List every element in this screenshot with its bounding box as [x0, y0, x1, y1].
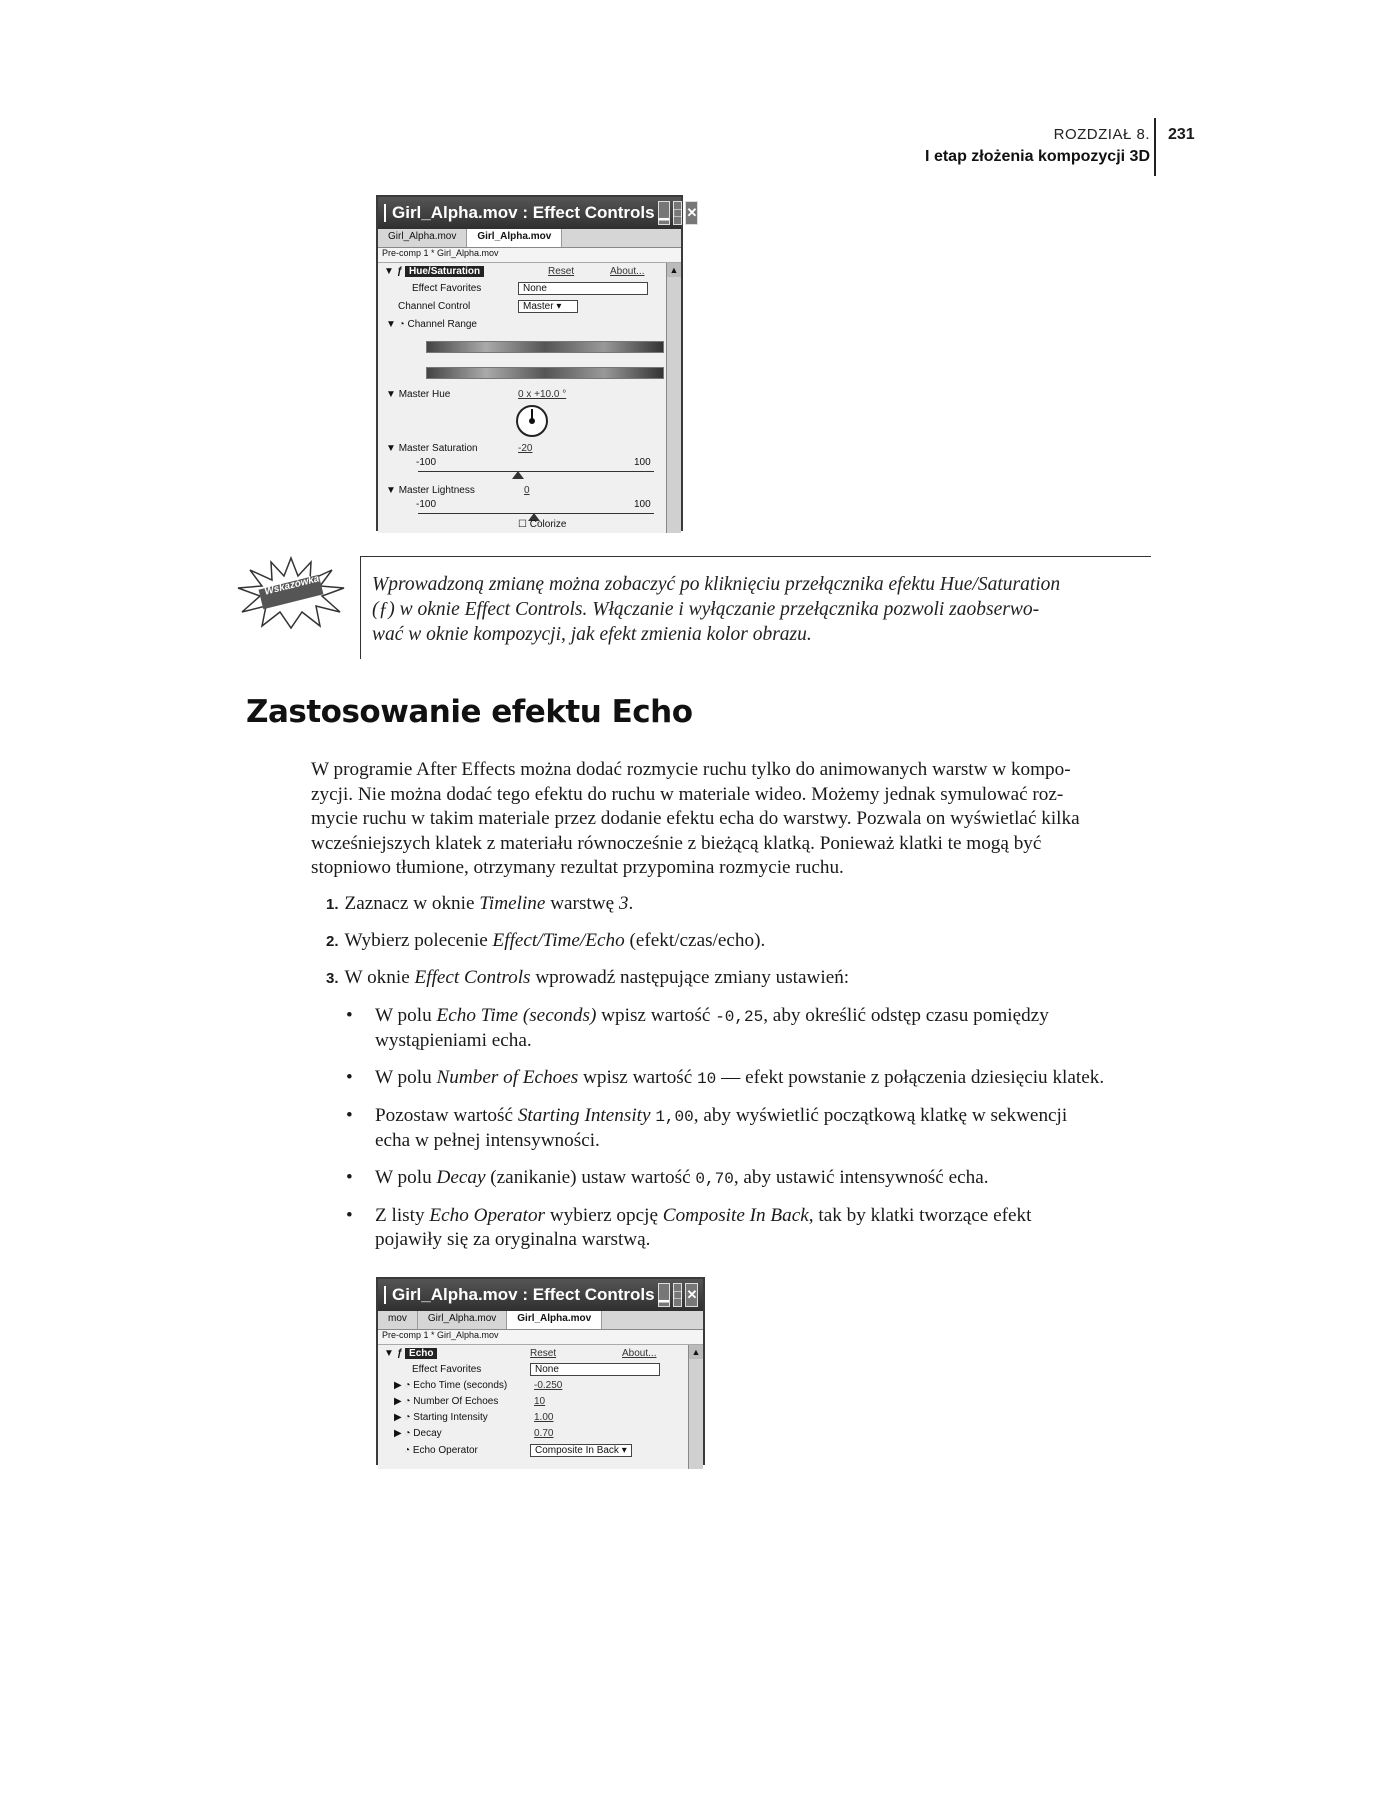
- step-2: 2. Wybierz polecenie Effect/Time/Echo (efekt/czas/echo).: [326, 930, 766, 951]
- echo-operator-dropdown[interactable]: Composite In Back ▾: [530, 1444, 632, 1457]
- close-icon[interactable]: ✕: [685, 1283, 698, 1307]
- intro-paragraph: [311, 758, 1156, 881]
- collapse-triangle-icon[interactable]: ▼: [384, 266, 394, 277]
- tip-badge-label: Wskazówka: [263, 573, 321, 598]
- tab-layer-3[interactable]: Girl_Alpha.mov: [507, 1311, 602, 1329]
- saturation-max: 100: [634, 457, 651, 468]
- param-value-number-of-echoes[interactable]: 10: [534, 1396, 546, 1407]
- reset-link[interactable]: Reset: [530, 1348, 557, 1359]
- intro-line: W programie After Effects można dodać rozmycie ruchu tylko do animowanych warstw w kompo-: [311, 759, 1071, 780]
- effect-favorites-value: None: [535, 1364, 559, 1375]
- hue-dial[interactable]: [516, 405, 548, 437]
- intro-line: mycie ruchu w takim materiale przez dodanie efektu echa do warstwy. Pozwala on wyświetlać kilka: [311, 808, 1080, 829]
- page-number: 231: [1168, 126, 1195, 143]
- maximize-icon[interactable]: □: [673, 1283, 683, 1307]
- section-heading: Zastosowanie efektu Echo: [246, 694, 693, 730]
- param-value-echo-time[interactable]: -0.250: [534, 1380, 563, 1391]
- tip-line-3: wać w oknie kompozycji, jak efekt zmienia kolor obrazu.: [372, 624, 812, 645]
- running-header-chapter: ROZDZIAŁ 8.: [1053, 126, 1150, 143]
- param-value-decay[interactable]: 0.70: [534, 1428, 554, 1439]
- master-lightness-label: Master Lightness: [398, 485, 475, 496]
- param-label-starting-intensity: Starting Intensity: [413, 1412, 488, 1423]
- tip-text: [372, 572, 1147, 647]
- saturation-slider-handle[interactable]: [512, 471, 524, 479]
- scroll-up-icon[interactable]: ▲: [667, 263, 681, 277]
- fx-toggle-icon[interactable]: ƒ: [396, 266, 406, 277]
- breadcrumb: Pre-comp 1 * Girl_Alpha.mov: [378, 1330, 703, 1345]
- effect-favorites-dropdown[interactable]: [530, 1363, 660, 1376]
- bullet-dot: •: [346, 1067, 353, 1088]
- intro-line: stopniowo tłumione, otrzymany rezultat przypomina rozmycie ruchu.: [311, 857, 844, 878]
- tab-layer-1[interactable]: mov: [378, 1311, 418, 1329]
- header-divider: [1154, 118, 1156, 176]
- scroll-up-icon[interactable]: ▲: [689, 1345, 703, 1359]
- bullet-dot: •: [346, 1105, 353, 1126]
- bullet-dot: •: [346, 1205, 353, 1226]
- lightness-min: -100: [416, 499, 437, 510]
- fx-toggle-icon[interactable]: ƒ: [396, 1348, 406, 1359]
- tab-layer-1[interactable]: Girl_Alpha.mov: [378, 229, 467, 247]
- tip-line-2: (ƒ) w oknie Effect Controls. Włączanie i wyłączanie przełącznika pozwoli zaobserwo-: [372, 599, 1040, 620]
- about-link[interactable]: About...: [610, 266, 645, 277]
- tip-badge-icon: [236, 556, 346, 628]
- vertical-scrollbar[interactable]: [666, 263, 681, 533]
- effect-favorites-label: Effect Favorites: [412, 1364, 482, 1375]
- window-tabs: [378, 1311, 703, 1330]
- channel-control-value: Master: [523, 301, 554, 312]
- window-titlebar[interactable]: [378, 1279, 703, 1311]
- colorize-label: Colorize: [529, 519, 567, 530]
- channel-range-label: Channel Range: [407, 319, 477, 330]
- master-saturation-value[interactable]: -20: [518, 443, 533, 454]
- effect-panel-body: ▼ ƒ Hue/Saturation Reset About... Effect Favorites None Channel Control Master ▾ ▼ ◔ Channel Range ▼ Master Hue 0 x +10.0 ° ▼ Master Saturation -20 -100 100 ▼ Master Lightness 0 -100 100 ☐ Colorize ▲: [378, 263, 681, 533]
- lightness-max: 100: [634, 499, 651, 510]
- param-value-starting-intensity[interactable]: 1.00: [534, 1412, 554, 1423]
- breadcrumb: Pre-comp 1 * Girl_Alpha.mov: [378, 248, 681, 263]
- close-icon[interactable]: ✕: [685, 201, 698, 225]
- step-3: 3. W oknie Effect Controls wprowadź następujące zmiany ustawień:: [326, 967, 850, 988]
- effect-favorites-value: None: [523, 283, 547, 294]
- bullet-dot: •: [346, 1167, 353, 1188]
- maximize-icon[interactable]: □: [673, 201, 683, 225]
- minimize-icon[interactable]: ▁: [658, 201, 670, 225]
- effect-controls-window-hue: [376, 195, 698, 531]
- document-icon: [384, 1286, 386, 1304]
- effect-panel-body: ▼ ƒ Echo Reset About... Effect Favorites None ▶ ◔ Echo Time (seconds) -0.250 ▶ ◔ Number Of Echoes 10 ▶ ◔ Starting Intensity 1.00 ▶ ◔ Decay 0.70 ◔ Echo Operator Composite In Back ▾ ▲: [378, 1345, 703, 1469]
- intro-line: wcześniejszych klatek z materiału równocześnie z bieżącą klatką. Ponieważ klatki te mogą być: [311, 832, 1042, 854]
- vertical-scrollbar[interactable]: [688, 1345, 703, 1469]
- window-title: Girl_Alpha.mov : Effect Controls: [392, 203, 655, 222]
- bullet-dot: •: [346, 1005, 353, 1026]
- master-lightness-value[interactable]: 0: [524, 485, 530, 496]
- step-1: 1. Zaznacz w oknie Timeline warstwę 3.: [326, 893, 634, 914]
- tip-line-1: Wprowadzoną zmianę można zobaczyć po kliknięciu przełącznika efektu Hue/Saturation: [372, 574, 1061, 595]
- window-title: Girl_Alpha.mov : Effect Controls: [392, 1285, 655, 1304]
- effect-controls-window-echo: [376, 1277, 705, 1465]
- master-saturation-label: Master Saturation: [398, 443, 478, 454]
- window-tabs: [378, 229, 681, 248]
- window-titlebar[interactable]: [378, 197, 698, 229]
- param-label-decay: Decay: [413, 1428, 442, 1439]
- colorize-checkbox[interactable]: ☐: [518, 519, 530, 530]
- saturation-min: -100: [416, 457, 437, 468]
- master-hue-value[interactable]: 0 x +10.0 °: [518, 389, 567, 400]
- running-header-title: I etap złożenia kompozycji 3D: [925, 148, 1150, 165]
- master-hue-label: Master Hue: [398, 389, 451, 400]
- channel-control-dropdown[interactable]: Master ▾: [518, 300, 578, 313]
- param-label-echo-time: Echo Time (seconds): [413, 1380, 508, 1391]
- intro-line: zycji. Nie można dodać tego efektu do ruchu w materiale wideo. Możemy jednak symulować roz-: [311, 783, 1064, 805]
- effect-name[interactable]: Echo: [405, 1348, 437, 1359]
- reset-link[interactable]: Reset: [548, 266, 575, 277]
- saturation-slider-track[interactable]: [418, 471, 654, 472]
- channel-range-top-bar[interactable]: [426, 341, 664, 353]
- channel-range-bottom-bar[interactable]: [426, 367, 664, 379]
- stopwatch-icon[interactable]: ▼ ◔: [386, 319, 408, 330]
- effect-favorites-label: Effect Favorites: [412, 283, 482, 294]
- tab-layer-2[interactable]: Girl_Alpha.mov: [467, 229, 562, 247]
- effect-favorites-dropdown[interactable]: [518, 282, 648, 295]
- about-link[interactable]: About...: [622, 1348, 657, 1359]
- param-label-number-of-echoes: Number Of Echoes: [413, 1396, 499, 1407]
- echo-operator-label: Echo Operator: [412, 1445, 478, 1456]
- document-icon: [384, 204, 386, 222]
- minimize-icon[interactable]: ▁: [658, 1283, 670, 1307]
- echo-operator-value: Composite In Back: [535, 1445, 619, 1456]
- collapse-triangle-icon[interactable]: ▼: [384, 1348, 394, 1359]
- channel-control-label: Channel Control: [398, 301, 471, 312]
- tab-layer-2[interactable]: Girl_Alpha.mov: [418, 1311, 507, 1329]
- effect-name[interactable]: Hue/Saturation: [405, 266, 484, 277]
